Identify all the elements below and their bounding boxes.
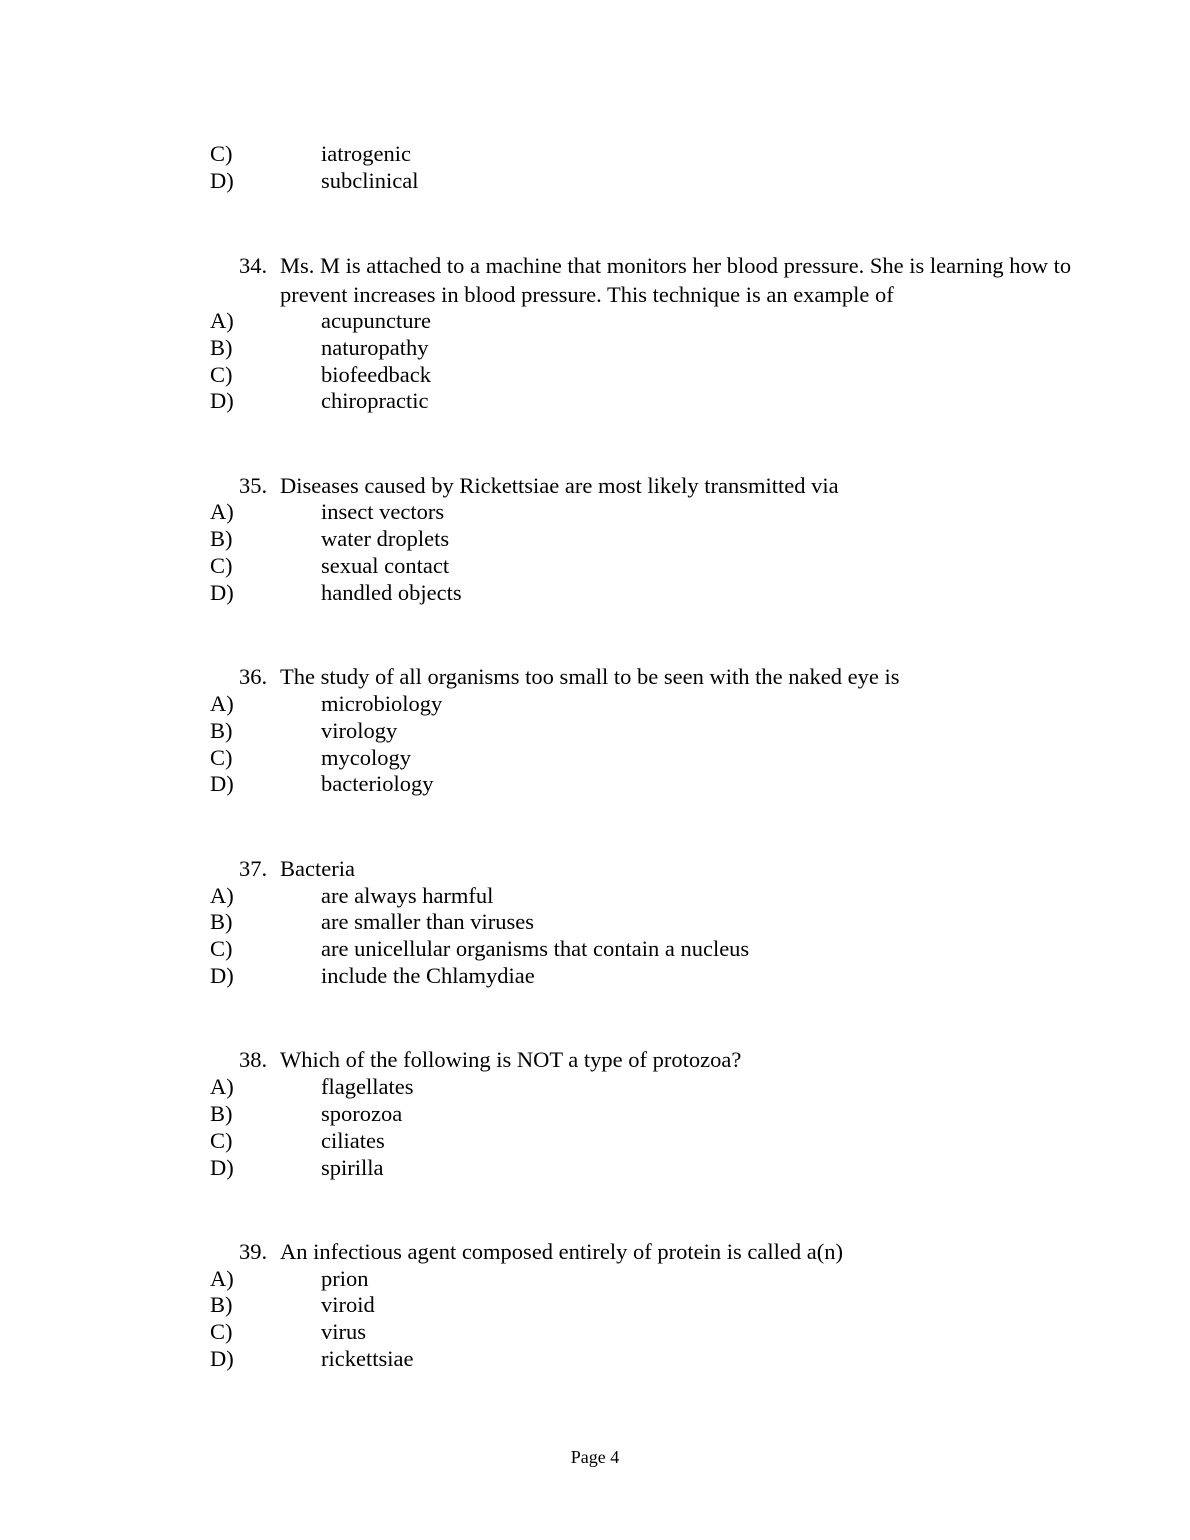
choice-letter: B) — [210, 909, 233, 934]
choice-letter: C) — [210, 553, 233, 578]
choice-letter: C) — [210, 745, 233, 770]
choice-letter: B) — [210, 526, 233, 551]
choice-text: bacteriology — [321, 771, 434, 796]
question-number: 38. — [239, 1047, 268, 1072]
choice-letter: B) — [210, 1101, 233, 1126]
question-number: 35. — [239, 473, 268, 498]
choice-text: are unicellular organisms that contain a nucleus — [321, 936, 750, 961]
choice-text: prion — [321, 1266, 369, 1291]
choice-text: subclinical — [321, 168, 419, 193]
choice-letter: D) — [210, 771, 234, 796]
choice-letter: D) — [210, 963, 234, 988]
choice-text: viroid — [321, 1292, 375, 1317]
question-text: An infectious agent composed entirely of protein is called a(n) — [280, 1239, 843, 1264]
page-number: Page 4 — [570, 1447, 620, 1467]
choice-letter: D) — [210, 168, 234, 193]
choice-letter: B) — [210, 1292, 233, 1317]
choice-text: are always harmful — [321, 883, 494, 908]
question-number: 34. — [239, 253, 268, 278]
choice-text: naturopathy — [321, 335, 429, 360]
choice-text: chiropractic — [321, 388, 429, 413]
choice-letter: C) — [210, 1128, 233, 1153]
choice-text: sporozoa — [321, 1101, 403, 1126]
question-text: Which of the following is NOT a type of protozoa? — [280, 1047, 742, 1072]
choice-letter: B) — [210, 718, 233, 743]
choice-text: iatrogenic — [321, 141, 411, 166]
choice-text: insect vectors — [321, 499, 445, 524]
choice-letter: A) — [210, 691, 234, 716]
question-text: Bacteria — [280, 856, 355, 881]
choice-letter: A) — [210, 883, 234, 908]
choice-text: sexual contact — [321, 553, 450, 578]
question-text: The study of all organisms too small to be seen with the naked eye is — [280, 664, 900, 689]
choice-text: flagellates — [321, 1074, 414, 1099]
choice-letter: C) — [210, 1319, 233, 1344]
question-text: Ms. M is attached to a machine that monitors her blood pressure. She is learning how to prevent increases in blood pressure. This technique is an example of — [280, 253, 1072, 307]
choice-letter: A) — [210, 499, 234, 524]
choice-letter: D) — [210, 388, 234, 413]
choice-letter: A) — [210, 308, 234, 333]
question-number: 36. — [239, 664, 268, 689]
choice-letter: D) — [210, 580, 234, 605]
choice-letter: C) — [210, 141, 233, 166]
choice-letter: C) — [210, 362, 233, 387]
choice-text: acupuncture — [321, 308, 431, 333]
choice-text: mycology — [321, 745, 411, 770]
choice-letter: D) — [210, 1155, 234, 1180]
choice-letter: B) — [210, 335, 233, 360]
choice-text: microbiology — [321, 691, 443, 716]
choice-text: water droplets — [321, 526, 450, 551]
question-number: 37. — [239, 856, 268, 881]
choice-letter: A) — [210, 1074, 234, 1099]
choice-text: virus — [321, 1319, 366, 1344]
choice-text: biofeedback — [321, 362, 431, 387]
choice-text: virology — [321, 718, 398, 743]
question-text: Diseases caused by Rickettsiae are most likely transmitted via — [280, 473, 839, 498]
choice-text: rickettsiae — [321, 1346, 414, 1371]
question-number: 39. — [239, 1239, 268, 1264]
choice-letter: A) — [210, 1266, 234, 1291]
choice-text: are smaller than viruses — [321, 909, 535, 934]
choice-text: handled objects — [321, 580, 462, 605]
choice-text: spirilla — [321, 1155, 384, 1180]
choice-text: ciliates — [321, 1128, 385, 1153]
choice-letter: D) — [210, 1346, 234, 1371]
choice-text: include the Chlamydiae — [321, 963, 535, 988]
choice-letter: C) — [210, 936, 233, 961]
